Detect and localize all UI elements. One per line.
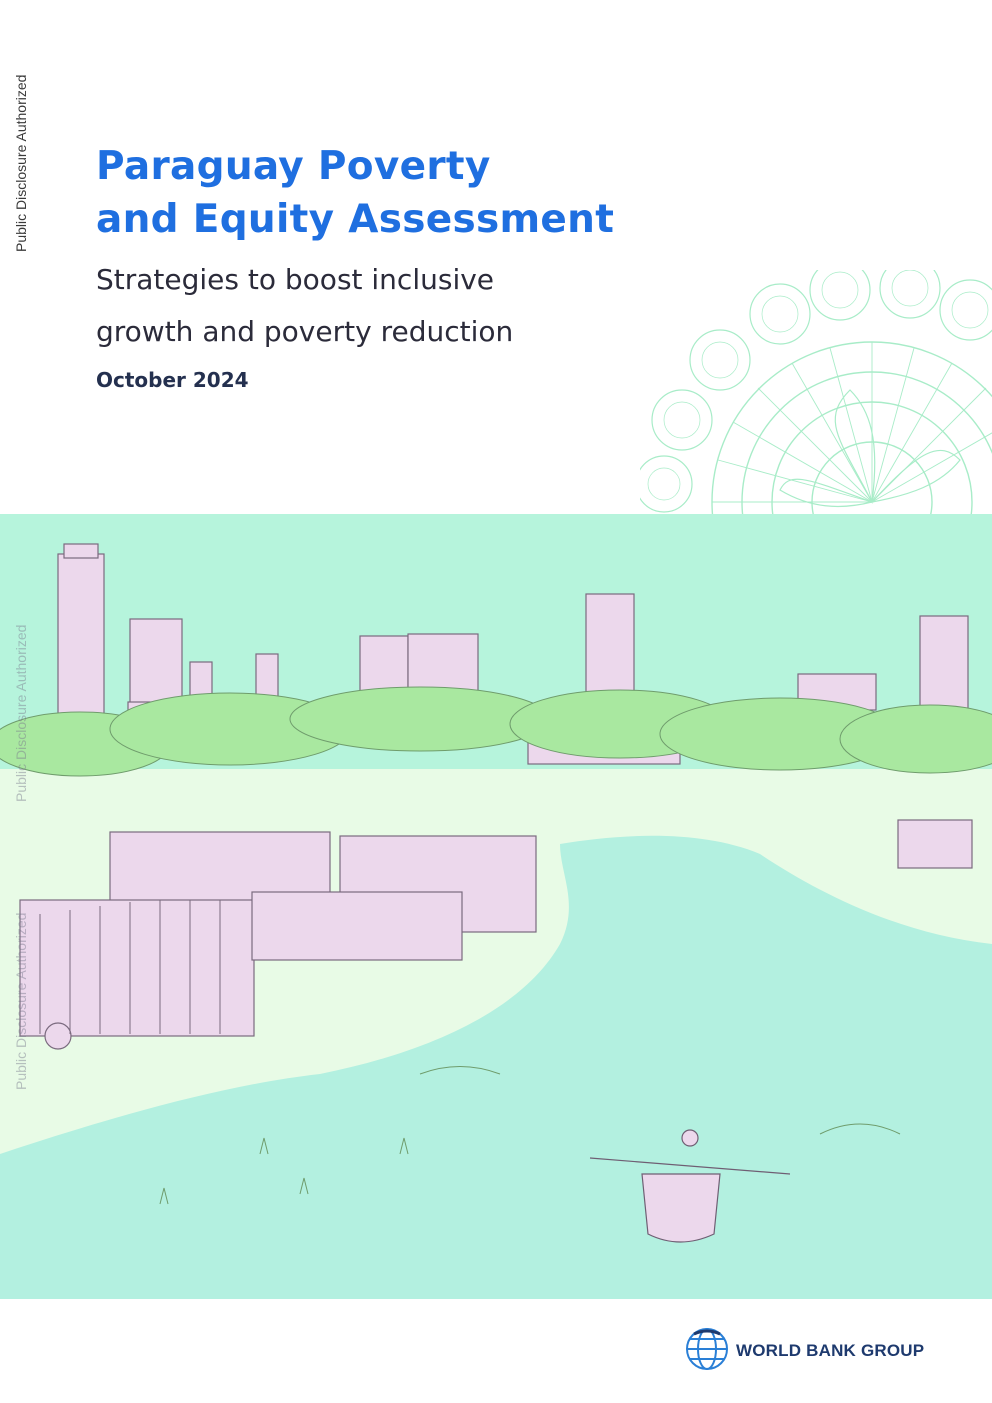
- subtitle-line-2: growth and poverty reduction: [96, 315, 514, 348]
- disclosure-label-overlay: Public Disclosure Authorized: [13, 624, 29, 802]
- publisher-name: WORLD BANK GROUP: [736, 1341, 925, 1360]
- world-bank-logo: [684, 1326, 924, 1376]
- title-line-2: and Equity Assessment: [96, 197, 615, 242]
- disclosure-label: Public Disclosure Authorized: [13, 74, 29, 252]
- subtitle-line-1: Strategies to boost inclusive: [96, 263, 495, 296]
- report-title: [96, 140, 614, 246]
- report-subtitle: [96, 254, 513, 358]
- world-bank-globe-icon: [684, 1326, 730, 1376]
- cover-illustration: [0, 514, 992, 1299]
- title-line-1: Paraguay Poverty: [96, 144, 491, 189]
- disclosure-label-overlay-faint: Public Disclosure Authorized: [13, 912, 29, 1090]
- lace-ornament-icon: [640, 270, 992, 514]
- publication-date: October 2024: [96, 368, 249, 392]
